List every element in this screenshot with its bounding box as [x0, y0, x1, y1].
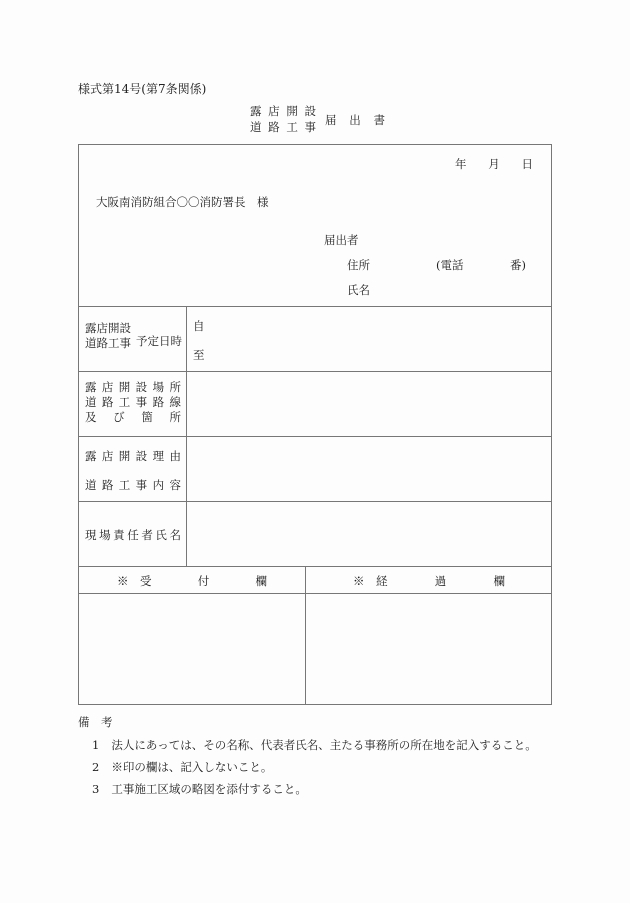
label-char: 道: [85, 395, 97, 409]
date-day-label: 日: [521, 157, 533, 171]
note-text: 法人にあっては、その名称、代表者氏名、主たる事務所の所在地を記入すること。: [111, 738, 537, 752]
progress-header: [353, 573, 505, 589]
label-char: 店: [101, 449, 114, 463]
note-text: ※印の欄は、記入しないこと。: [111, 760, 273, 774]
label-char: 事: [135, 395, 148, 409]
form-number: 様式第14号(第7条関係): [78, 82, 207, 96]
label-char: 理: [152, 449, 165, 463]
supervisor-label: [85, 527, 181, 543]
title-char: 事: [304, 120, 316, 134]
label-char: 由: [169, 449, 181, 463]
label-line: 道路工事: [85, 336, 131, 350]
label-char: 設: [135, 449, 148, 463]
schedule-suffix: 予定日時: [136, 334, 182, 348]
label-char: び: [113, 410, 125, 424]
notes-heading: 備 考: [78, 715, 113, 729]
header-char: 欄: [493, 574, 505, 588]
date-field[interactable]: [455, 156, 533, 172]
header-char: ※ 経: [353, 574, 388, 588]
supervisor-input[interactable]: [188, 503, 550, 565]
label-char: 開: [118, 449, 131, 463]
addressee: 大阪南消防組合〇〇消防署長 様: [96, 195, 269, 209]
phone-open-label: (電話: [436, 258, 464, 272]
note-number: 3: [92, 782, 100, 796]
label-char: 内: [152, 478, 165, 492]
schedule-label: [85, 321, 131, 351]
date-month-label: 月: [488, 157, 500, 171]
label-char: 事: [135, 478, 148, 492]
from-datetime-input[interactable]: [210, 310, 546, 336]
phone-close-label: 番): [510, 258, 526, 272]
label-char: 開: [118, 380, 131, 394]
title-char: 路: [268, 120, 280, 134]
label-char: 線: [169, 395, 181, 409]
to-datetime-input[interactable]: [210, 340, 546, 366]
label-char: 責: [113, 528, 125, 542]
label-char: 及: [85, 410, 97, 424]
title-char: 工: [286, 120, 298, 134]
title-char: 届: [325, 113, 337, 127]
title-line1: [250, 103, 316, 119]
applicant-label: 届出者: [324, 233, 359, 247]
header-char: 過: [434, 574, 447, 588]
divider: [78, 566, 552, 567]
header-char: 付: [197, 574, 210, 588]
name-input[interactable]: [380, 276, 540, 296]
divider: [186, 306, 187, 566]
location-input[interactable]: [188, 373, 550, 435]
label-char: 容: [169, 478, 181, 492]
label-char: 場: [99, 528, 111, 542]
label-char: 氏: [155, 528, 167, 542]
address-input[interactable]: [380, 250, 540, 270]
label-line: 露店開設: [85, 321, 131, 335]
divider: [78, 593, 552, 594]
divider: [78, 371, 552, 372]
divider: [78, 306, 552, 307]
header-char: 欄: [255, 574, 267, 588]
note-item: [92, 781, 307, 797]
note-number: 1: [92, 738, 100, 752]
label-char: 箇: [141, 410, 153, 424]
progress-area: [307, 595, 550, 703]
note-item: [92, 759, 272, 775]
label-char: 所: [169, 380, 181, 394]
title-char: 出: [349, 113, 361, 127]
header-char: ※ 受: [117, 574, 152, 588]
name-label: 氏名: [347, 283, 370, 297]
note-text: 工事施工区域の略図を添付すること。: [111, 782, 307, 796]
date-year-label: 年: [455, 157, 467, 171]
divider: [78, 436, 552, 437]
label-char: 露: [85, 380, 97, 394]
label-char: 任: [127, 528, 139, 542]
note-item: [92, 737, 537, 753]
label-char: 工: [118, 395, 131, 409]
location-label: [85, 380, 181, 425]
label-char: 名: [169, 528, 181, 542]
label-char: 路: [101, 478, 114, 492]
reason-label: [85, 448, 181, 493]
title-char: 開: [286, 104, 298, 118]
label-char: 設: [135, 380, 148, 394]
title-char: 店: [268, 104, 280, 118]
title-char: 道: [250, 120, 262, 134]
label-char: 所: [169, 410, 181, 424]
note-number: 2: [92, 760, 100, 774]
title-char: 書: [373, 113, 385, 127]
reason-input[interactable]: [188, 438, 550, 500]
label-char: 露: [85, 449, 97, 463]
label-char: 道: [85, 478, 97, 492]
to-label: 至: [193, 348, 205, 362]
reception-header: [117, 573, 267, 589]
label-char: 店: [101, 380, 114, 394]
label-char: 現: [85, 528, 97, 542]
divider: [78, 501, 552, 502]
label-char: 路: [152, 395, 165, 409]
address-label: 住所: [347, 258, 370, 272]
title-char: 露: [250, 104, 262, 118]
label-char: 工: [118, 478, 131, 492]
divider: [305, 566, 306, 705]
label-char: 路: [101, 395, 114, 409]
label-char: 場: [152, 380, 165, 394]
from-label: 自: [193, 319, 205, 333]
title-suffix: [325, 112, 385, 128]
title-line2: [250, 119, 316, 135]
label-char: 者: [141, 528, 153, 542]
title-char: 設: [304, 104, 316, 118]
reception-area: [80, 595, 304, 703]
